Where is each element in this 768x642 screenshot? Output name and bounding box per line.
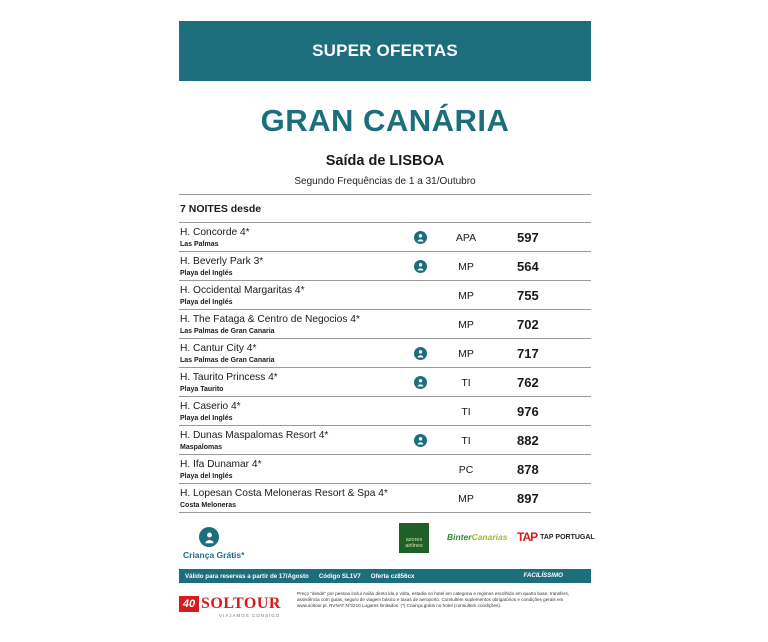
board-regime: TI xyxy=(461,406,471,418)
price: 717 xyxy=(517,346,539,361)
hotel-location: Playa Taurito xyxy=(180,386,224,393)
table-body xyxy=(179,223,591,513)
table-row xyxy=(179,252,591,281)
soltour-tagline: VIAJAMOS CONSIGO xyxy=(219,613,281,618)
frequency-text: Segundo Frequências de 1 a 31/Outubro xyxy=(294,176,476,187)
validity-code: Código SL1V7 xyxy=(318,572,361,580)
departure-text: Saída de LISBOA xyxy=(325,153,445,169)
price: 597 xyxy=(517,230,539,245)
table-row xyxy=(179,310,591,339)
table-row xyxy=(179,397,591,426)
hotel-name: H. Ifa Dunamar 4* xyxy=(180,459,262,470)
price: 976 xyxy=(517,404,539,419)
partner-logos xyxy=(179,513,595,567)
table-row xyxy=(179,484,591,513)
hotel-location: Maspalomas xyxy=(180,444,223,451)
hotel-location: Las Palmas de Gran Canaria xyxy=(180,328,275,335)
table-row xyxy=(179,368,591,397)
child-icon xyxy=(414,231,427,244)
hotel-name: H. Lopesan Costa Meloneras Resort & Spa 4* xyxy=(180,488,388,499)
hotel-location: Playa del Inglés xyxy=(180,415,233,422)
hotel-name: H. Taurito Princess 4* xyxy=(180,372,278,383)
hotel-location: Costa Meloneras xyxy=(180,502,237,509)
binter-sub: Canarias xyxy=(471,532,508,542)
hotel-name: H. Concorde 4* xyxy=(180,227,250,238)
price: 564 xyxy=(517,259,539,274)
validity-brand: FACILÍSSIMO xyxy=(523,572,563,579)
price: 762 xyxy=(517,375,539,390)
hotel-location: Las Palmas de Gran Canaria xyxy=(180,357,275,364)
validity-text: Válido para reservas a partir de 17/Agosto xyxy=(185,572,309,580)
tap-mark: TAP xyxy=(517,530,538,544)
child-icon xyxy=(414,376,427,389)
child-icon xyxy=(199,527,219,547)
banner-title: SUPER OFERTAS xyxy=(312,41,458,60)
table-row xyxy=(179,339,591,368)
board-regime: PC xyxy=(458,464,474,476)
tap-portugal-logo xyxy=(517,530,595,544)
child-icon xyxy=(414,347,427,360)
soltour-logo-num: 40 xyxy=(179,596,199,612)
table-header: 7 NOITES desde xyxy=(179,195,591,223)
soltour-logo-word: SOLTOUR xyxy=(201,595,281,612)
hotel-location: Las Palmas xyxy=(180,241,219,248)
price: 755 xyxy=(517,288,539,303)
offer-sheet xyxy=(179,21,595,623)
table-row xyxy=(179,223,591,252)
table-row xyxy=(179,455,591,484)
board-regime: MP xyxy=(458,493,474,505)
hotel-location: Playa del Inglés xyxy=(180,270,233,277)
azores-airlines-logo: azores airlines xyxy=(399,523,429,553)
board-regime: MP xyxy=(458,261,474,273)
price: 897 xyxy=(517,491,539,506)
soltour-logo xyxy=(179,595,281,613)
board-regime: TI xyxy=(461,377,471,389)
hotel-location: Playa del Inglés xyxy=(180,299,233,306)
hotel-name: H. Caserio 4* xyxy=(180,401,241,412)
hotel-location: Playa del Inglés xyxy=(180,473,233,480)
super-offers-banner xyxy=(179,21,591,81)
board-regime: MP xyxy=(458,290,474,302)
price: 878 xyxy=(517,462,539,477)
hotel-name: H. Beverly Park 3* xyxy=(180,256,264,267)
binter-main: Binter xyxy=(447,532,472,542)
legal-text: Preço "desde" por pessoa inclui Avião direto ida e volta, estadia no hotel em categoria e regimes escolhido em quarto base, transfers, assistência com guias, seguro de viagem básico e taxas de aeroporto. Consultem suplementos obrigatórios e condições gerais em www.soltour.pt. RVNAT Nº2210 Lugares limitados. (*) Criança grátis no hotel (consultem condições). xyxy=(297,591,570,609)
hotel-name: H. The Fataga & Centro de Negocios 4* xyxy=(180,314,360,325)
destination-title: GRAN CANÁRIA xyxy=(260,103,510,138)
binter-canarias-logo xyxy=(447,532,507,542)
validity-bar xyxy=(179,569,591,583)
board-regime: APA xyxy=(455,232,477,244)
hotel-table xyxy=(179,194,591,513)
board-regime: MP xyxy=(458,319,474,331)
price: 882 xyxy=(517,433,539,448)
hotel-name: H. Dunas Maspalomas Resort 4* xyxy=(180,430,329,441)
brand-footer xyxy=(179,589,591,623)
child-free-label: Criança Grátis* xyxy=(183,550,245,560)
table-row xyxy=(179,281,591,310)
child-icon xyxy=(414,434,427,447)
validity-offer: Oferta cz856cx xyxy=(370,572,415,580)
price: 702 xyxy=(517,317,539,332)
child-free-badge xyxy=(179,527,245,560)
hotel-name: H. Cantur City 4* xyxy=(180,343,257,354)
table-row xyxy=(179,426,591,455)
board-regime: TI xyxy=(461,435,471,447)
board-regime: MP xyxy=(458,348,474,360)
hotel-name: H. Occidental Margaritas 4* xyxy=(180,285,305,296)
child-icon xyxy=(414,260,427,273)
tap-name: TAP PORTUGAL xyxy=(540,533,595,541)
